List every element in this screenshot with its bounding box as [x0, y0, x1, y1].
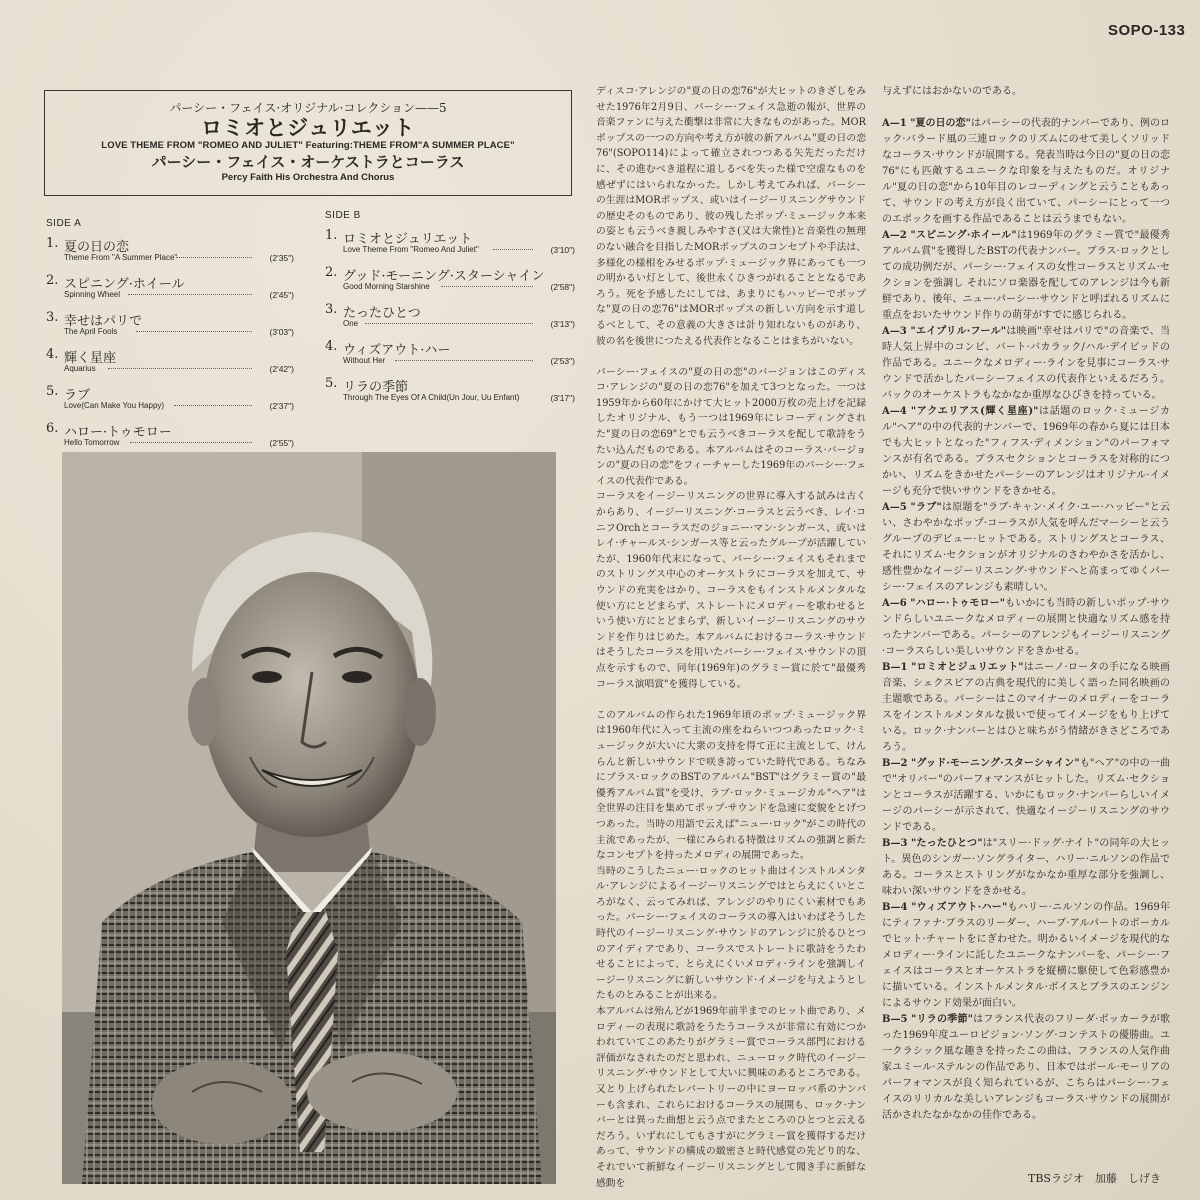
track-title-en: Hello Tomorrow: [64, 438, 120, 447]
track-title-en: Theme From "A Summer Place": [64, 253, 178, 262]
track-duration: (2'55"): [269, 438, 294, 448]
track-duration: (3'13"): [550, 319, 575, 329]
dot-leader: [395, 360, 533, 361]
track-title-en: The April Fools: [64, 327, 118, 336]
track-number: 2.: [325, 265, 338, 280]
dot-leader: [128, 294, 252, 295]
artist-name-en: Percy Faith His Orchestra And Chorus: [221, 172, 395, 183]
album-title-en: LOVE THEME FROM "ROMEO AND JULIET" Featuring:THEME FROM"A SUMMER PLACE": [101, 140, 515, 151]
track-title-en: One: [343, 319, 359, 328]
writer-credit: TBSラジオ 加藤 しげき: [1028, 1172, 1161, 1185]
track-note-heading: A—6 "ハロー·トゥモロー": [882, 598, 1006, 609]
portrait-illustration: [62, 452, 556, 1184]
dot-leader: [176, 257, 252, 258]
liner-notes-column-middle: [596, 84, 866, 1191]
track-title-jp: ハロー·トゥモロー: [64, 425, 172, 440]
track-note: [882, 228, 1170, 324]
dot-leader: [441, 286, 533, 287]
track-number: 5.: [325, 376, 338, 391]
track-item: [46, 310, 294, 347]
track-number: 1.: [46, 236, 59, 251]
track-duration: (3'10"): [550, 245, 575, 255]
track-title-jp: リラの季節: [343, 380, 409, 395]
track-note: [882, 836, 1170, 900]
liner-paragraph: 本アルバムは殆んどが1969年前半までのヒット曲であり、メロディーの表現に歌詩をうたうコーラスが非常に有効につかわれていてこのあたりがグラミー賞でコーラス部門における評価がなされたのだと思われ、ニューロック時代のイージーリスニング·サウンドとして大いに興味のあるところである。又とり上げられたレパートリーの中にヨーロッパ系のナンバーも含まれ、これらにおけるコーラスの展開も、ロック·ナンバーとは異った曲想と云う点でまたところのひとつと云えるだろう。いずれにしてもさすがにグラミー賞を獲得するだけあって、サウンドの構成の緻密さと時代感覚の先どり的な、それでいて新鮮なイージーリスニングとして聞き手に新鮮な感動を: [596, 1006, 866, 1189]
track-note-heading: A—1 "夏の日の恋": [882, 118, 971, 129]
track-note-body: はパーシーの代表的ナンバーであり、例のロック·バラード風の三連ロックのリズムにのせて美しくソリッドなコーラス·サウンドが展開する。発表当時は今日の"夏の日の恋76"にも匹敵するユニークな印象を与えたものだ。オリジナル"夏の日の恋"から10年目のレコーディングと云うこともあって、サウンドの考え方が良く出ていて、パーシーにとって一つのエポックを画する作品であることは云うまでもない。: [882, 118, 1170, 225]
track-title-en: Aquarius: [64, 364, 96, 373]
track-item: [325, 302, 575, 339]
track-title-jp: 輝く星座: [64, 351, 117, 366]
side-a-tracklist: [46, 218, 294, 458]
track-note-body: は話題のロック·ミュージカル"ヘア"の中の代表的ナンバーで、1969年の春から夏には日本でも大ヒットとなった"フィフス·ディメンション"のパーフォマンスが有名である。ブラスセクションとコーラスを対称的につかい、リズムをきかせたパーシーのアレンジはオリジナル·イメージも充分で快いサウンドをきかせる。: [882, 406, 1170, 497]
track-note-heading: A—3 "エイプリル·フール": [882, 326, 1007, 337]
catalog-number: SOPO-133: [1108, 22, 1186, 39]
album-title-jp: ロミオとジュリエット: [201, 115, 415, 140]
dot-leader: [130, 442, 252, 443]
track-note-heading: B—1 "ロミオとジュリエット": [882, 662, 1024, 673]
track-note-body: は原題を"ラブ·キャン·メイク·ユー·ハッピー"と云い、さわやかなポップ·コーラスが人気を呼んだマーシーと云うグループのデビュー·ヒットである。ストリングスとコーラス、それにリズム·セクションがオリジナルのさわやかさを活かし、感性豊かなイージーリスニング·サウンドへと高まってゆくパーシー·フェイスのアレンジも素晴しい。: [882, 502, 1170, 593]
track-title-jp: 幸せはパリで: [64, 314, 143, 329]
artist-name-jp: パーシー・フェイス・オーケストラとコーラス: [151, 153, 465, 171]
dot-leader: [174, 405, 252, 406]
track-note: [882, 660, 1170, 756]
track-item: [46, 236, 294, 273]
track-title-en: Love Theme From "Romeo And Juliet": [343, 245, 479, 254]
track-duration: (3'17"): [550, 393, 575, 403]
side-b-tracklist: [325, 210, 575, 413]
liner-paragraph: このアルバムの作られた1969年頃のポップ·ミュージック界は1960年代に入って主流の座をねらいつつあったロック·ミュージックが大いに大衆の支持を得て正に主流として、けんらんと新しいサウンドで咲き誇っていた時代である。ちなみにブラス·ロックのBSTのアルバム"BST"はグラミー賞の"最優秀アルバム賞"を受け、ラブ·ロック·ミュージカル"ヘア"は全世界の注目を集めてポップ·サウンドを急速に変貌をとげつつあった。当時の用語で云えば"ニュー·ロック"がこの時代の主流であったが、一様にみられる特徴はリズムの強調と新たなコンセプトを持ったメロディの展開であった。: [596, 709, 866, 862]
liner-paragraph: パーシー·フェイスの"夏の日の恋"のバージョンはこのディスコ·アレンジの"夏の日の恋76"を加えて3つとなった。一つは1959年から60年にかけて大ヒット2000万枚の売上げを記録したオリジナル、もう一つは1969年にレコーディングされた"夏の日の恋69"とでも云うべきコーラスを配して歌詩をうたい込んだものである。本アルバムはそのコーラス·バージョンの"夏の日の恋"をフィーチャーした1969年のパーシー·フェイスの代表作である。: [596, 366, 866, 487]
track-title-en: Good Morning Starshine: [343, 282, 430, 291]
track-title-jp: グッド·モーニング·スターシャイン: [343, 269, 545, 284]
track-number: 4.: [325, 339, 338, 354]
track-note-body: も"ヘア"の中の一曲で"オリバー"のパーフォマンスがヒットした。リズム·セクションとコーラスが活躍する、いかにもロック·ナンバーらしいイメージのパーシーが示されて、快適なイージーリスニングのサウンドである。: [882, 758, 1170, 833]
track-note-body: は映画"幸せはパリで"の音楽で、当時人気上昇中のコンビ、バート·バカラック/ハル·デイビッドの作品である。ユニークなメロディー·ラインを見事にコーラス·サウンドで活かしたパーシーフェイスの代表作といえるだろう。バックのオーケストラもなかなか重厚なひびきを持っている。: [882, 326, 1171, 401]
track-duration: (3'03"): [269, 327, 294, 337]
portrait-photo: [62, 452, 556, 1184]
dot-leader: [108, 368, 252, 369]
side-b-label: SIDE B: [325, 210, 361, 221]
dot-leader: [493, 249, 533, 250]
track-note-heading: A—5 "ラブ": [882, 502, 942, 513]
track-title-jp: 夏の日の恋: [64, 240, 130, 255]
track-note: [882, 404, 1170, 500]
track-note-heading: B—4 "ウィズアウト·ハー": [882, 902, 1008, 913]
track-number: 3.: [46, 310, 59, 325]
liner-paragraph: 与えずにはおかないのである。: [882, 86, 1022, 97]
track-title-en: Without Her: [343, 356, 386, 365]
side-a-label: SIDE A: [46, 218, 82, 229]
track-note-heading: A—4 "アクエリアス(輝く星座)": [882, 406, 1039, 417]
track-title-jp: ロミオとジュリエット: [343, 232, 473, 247]
liner-paragraph: コーラスをイージーリスニングの世界に導入する試みは古くからあり、イージーリスニング·コーラスと云うべき、レイ·コニフOrchとコーラスだのジョニー·マン·シンガース、或いはレイ·チャールス·シンガース等と云ったグループが活躍していたが、1960年代末になって、パーシー·フェイスもそれまでのストリングス中心のオーケストラにコーラスを加えて、サウンドの充実をはかり、コーラスをもインストルメンタルな使い方にとどまらず、ストレートにメロディーを歌わせるという使い方にとどまらず、新しいイージーリスニングのサウンドを作りはじめた。本アルバムにおけるコーラス·サウンドはそうしたコーラスを用いたパーシー·フェイス·サウンドの頂点を示すもので、同年(1969年)のグラミー賞に於て"最優秀コーラス演唱賞"を獲得している。: [596, 491, 866, 690]
track-duration: (2'37"): [269, 401, 294, 411]
track-duration: (2'58"): [550, 282, 575, 292]
track-note: [882, 116, 1170, 228]
track-note-body: もハリー·ニルソンの作品。1969年にティファナ·ブラスのリーダー、ハーブ·アルパートのボーカルでヒット·チャートをにぎわせた。明かるいイメージを現代的なメロディー·ラインに託したユニークなナンバーを、パーシー·フェイスはコーラスとオーケストラを縦横に駆使して色彩感豊かに描いている。インストルメンタル·ボイスとブラスのエンジンによるサウンド効果が面白い。: [882, 902, 1170, 1009]
track-item: [46, 273, 294, 310]
track-note: [882, 596, 1170, 660]
track-duration: (2'35"): [269, 253, 294, 263]
track-title-en: Through The Eyes Of A Child(Un Jour, Uu Enfant): [343, 393, 520, 402]
track-duration: (2'53"): [550, 356, 575, 366]
track-note: [882, 1012, 1170, 1124]
track-note-heading: B—2 "グッド·モーニング·スターシャイン": [882, 758, 1080, 769]
dot-leader: [365, 323, 533, 324]
track-title-jp: スピニング·ホイール: [64, 277, 185, 292]
track-note-body: は"スリー·ドッグ·ナイト"の同年の大ヒット。異色のシンガー·ソングライター、ハリー·ニルソンの作品である。コーラスとストリングがなかなか重厚な部分を強調し、味わい深いサウンドをきかせる。: [882, 838, 1170, 897]
track-item: [325, 339, 575, 376]
liner-paragraph: ディスコ·アレンジの"夏の日の恋76"が大ヒットのきざしをみせた1976年2月9日、パーシー·フェイス急逝の報が、世界の音楽ファンに与えた衝撃は非常に大きなものがあった。MORポップスの一つの方向や考え方が彼の新アルバム"夏の日の恋76"(SOPO114)によって確立されつつある矢先だっただけに、その進むべき道程に道しるべを失った様で空虚なものを感ぜずにはいられなかった。しかし考えてみれば、パーシーの生涯はMORポップス、或いはイージーリスニングサウンドの歴史そのものであり、彼の残したポップ·ミュージック本来の姿とも云うべき親しみやすさ(又は大衆性)と音楽性の無理のない融合を目指したMORポップスのコンセプトや手法は、多様化の様相をみせるポップ·ミュージック界にあっても一つの明かるい灯として、後世永くひきつがれることとなるであろう。死を予感したにしては、あまりにもハッピーでポップな"夏の日の恋76"はMORポップスの新しい方向を示す道しるべとして、その意義の大きさは計り知れないものがあり、彼の名を後世につたえる代表作となることはまちがいない。: [596, 86, 866, 347]
track-number: 1.: [325, 228, 338, 243]
track-number: 3.: [325, 302, 338, 317]
track-duration: (2'42"): [269, 364, 294, 374]
track-number: 2.: [46, 273, 59, 288]
dot-leader: [136, 331, 252, 332]
track-item: [325, 265, 575, 302]
track-title-en: Spinning Wheel: [64, 290, 121, 299]
track-title-en: Love(Can Make You Happy): [64, 401, 165, 410]
track-note: [882, 324, 1170, 404]
title-box: [44, 90, 572, 196]
track-note: [882, 900, 1170, 1012]
track-note-heading: B—3 "たったひとつ": [882, 838, 983, 849]
track-title-jp: たったひとつ: [343, 306, 421, 321]
track-note-body: はフランス代表のフリーダ·ボッカーラが歌った1969年度ユーロビジョン·ソング·コンテストの優勝曲。ユ一クラシック風な趣きを持ったこの曲は、フランスの人気作曲家ユミール·ステルンの作品であり、日本ではポール·モーリアのパーフォマンスが良く知られているが、こちらはパーシー·フェイスのリリカルな美しいアレンジもコーラス·サウンドの展開が活かされたなかなかの佳作である。: [882, 1014, 1170, 1121]
track-item: [46, 347, 294, 384]
track-item: [325, 228, 575, 265]
series-label: パーシー・フェイス·オリジナル·コレクション——5: [169, 101, 447, 115]
track-note-body: もいかにも当時の新しいポップ·サウンドらしいユニークなメロディーの展開と快適なリズム感を持ったナンバーである。パーシーのアレンジもイージーリスニング·コーラスらしい美しいサウンドをきかせる。: [882, 598, 1170, 657]
track-note: [882, 756, 1170, 836]
track-note-body: は1969年のグラミー賞で"最優秀アルバム賞"を獲得したBSTの代表ナンバー。ブラス·ロックとしての成功例だが、パーシー·フェイスの女性コーラスとリズム·セクションを強調し それにソロ楽器を配してのアレンジは今も新鮮であり、後年、ニュー·パーシー·サウンドと呼ばれるリズムに重点をおいたサウンド作りの萌芽がすでに感じられる。: [882, 230, 1170, 321]
track-title-jp: ウィズアウト·ハー: [343, 343, 451, 358]
track-duration: (2'45"): [269, 290, 294, 300]
track-note-body: はニーノ·ロータの手になる映画音楽、シェクスピアの古典を現代的に美しく語った同名映画の主題歌である。パーシーはこのマイナーのメロディーをコーラスをインストルメンタルな扱いで使ってイメージをもり上げている。ロック·ナンバーとはひと味ちがう情緒がきさどころであろう。: [882, 662, 1170, 753]
track-note: [882, 500, 1170, 596]
track-item: [46, 384, 294, 421]
track-number: 4.: [46, 347, 59, 362]
track-title-jp: ラブ: [64, 388, 91, 403]
track-item: [325, 376, 575, 413]
liner-notes-column-right: [882, 84, 1170, 1124]
track-note-heading: A—2 "スピニング·ホイール": [882, 230, 1017, 241]
track-note-heading: B—5 "リラの季節": [882, 1014, 973, 1025]
track-number: 6.: [46, 421, 59, 436]
liner-paragraph: 当時のこうしたニュー·ロックのヒット曲はインストルメンタル·アレンジによるイージーリスニングではとらえにくいところがなく、云ってみれば、アレンジのやりにくい素材でもあった。パーシー·フェイスのコーラスの導入はいわばそうした時代のイージーリスニング·サウンドのアレンジに於るひとつのアイディアであり、コーラスでストレートに歌詩をうたわせることによって、とらえにくいメロディ·ラインを強調しイージーリスニングに新しいサウンド·イメージを与えようとしたものとみることが出来る。: [596, 865, 866, 1002]
track-number: 5.: [46, 384, 59, 399]
